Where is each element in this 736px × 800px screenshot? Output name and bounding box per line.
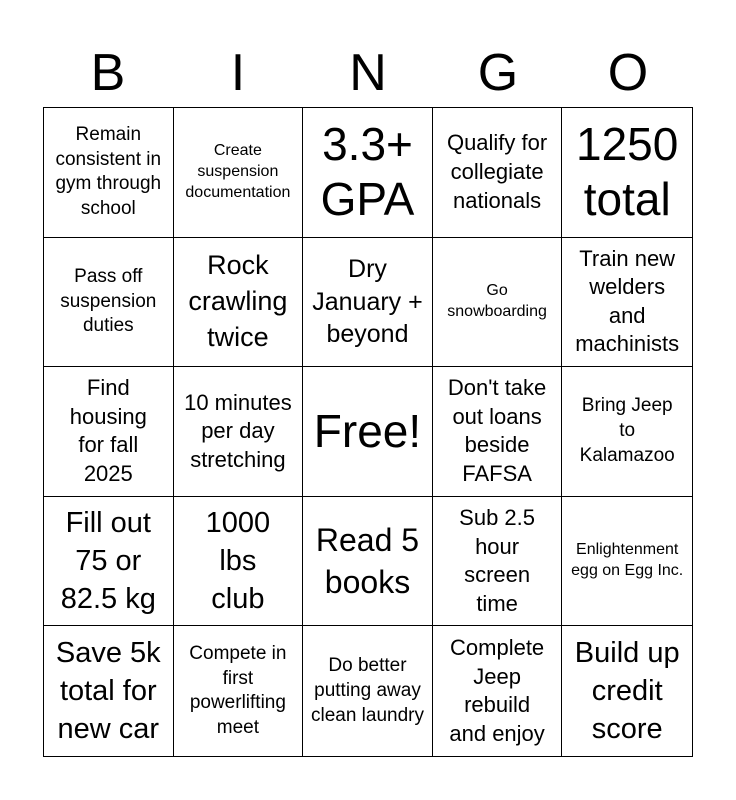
cell-text: Create suspension documentation <box>185 142 291 201</box>
bingo-cell-r5c1[interactable] <box>44 626 174 756</box>
bingo-header <box>43 38 693 108</box>
header-letter-i: I <box>230 44 246 102</box>
cell-text: Read 5 books <box>315 521 420 601</box>
cell-text: Complete Jeep rebuild and enjoy <box>449 635 545 746</box>
bingo-cell-r2c4[interactable] <box>433 238 563 368</box>
header-letter-g: G <box>477 44 519 102</box>
bingo-cell-r5c2[interactable] <box>174 626 304 756</box>
cell-text: Find housing for fall 2025 <box>69 375 147 487</box>
cell-text: Dry January + beyond <box>312 255 423 349</box>
bingo-cell-r4c2[interactable] <box>174 497 304 627</box>
bingo-cell-r1c3[interactable] <box>303 108 433 238</box>
bingo-cell-r4c5[interactable] <box>562 497 692 627</box>
cell-text: Bring Jeep to Kalamazoo <box>579 395 675 466</box>
cell-text: Qualify for collegiate nationals <box>446 130 548 213</box>
cell-text: Save 5k total for new car <box>55 636 161 746</box>
bingo-cell-r4c4[interactable] <box>433 497 563 627</box>
header-letter-n: N <box>349 44 387 102</box>
bingo-cell-r3c5[interactable] <box>562 367 692 497</box>
cell-text: Don't take out loans beside FAFSA <box>447 375 547 487</box>
bingo-cell-r4c1[interactable] <box>44 497 174 627</box>
bingo-cell-r1c5[interactable] <box>562 108 692 238</box>
bingo-cell-r5c5[interactable] <box>562 626 692 756</box>
cell-text: Sub 2.5 hour screen time <box>459 504 536 616</box>
bingo-cell-r3c2[interactable] <box>174 367 304 497</box>
cell-text: 10 minutes per day stretching <box>184 389 292 472</box>
cell-text: Train new welders and machinists <box>575 245 680 357</box>
bingo-cell-r3c3[interactable] <box>303 367 433 497</box>
bingo-cell-r2c3[interactable] <box>303 238 433 368</box>
cell-text: Do better putting away clean laundry <box>310 655 424 726</box>
bingo-cell-r3c1[interactable] <box>44 367 174 497</box>
bingo-cell-r3c4[interactable] <box>433 367 563 497</box>
header-letter-b: B <box>90 44 126 102</box>
cell-text: 1250 total <box>576 118 679 226</box>
cell-text: Go snowboarding <box>447 282 547 320</box>
cell-text: Rock crawling twice <box>188 250 288 352</box>
cell-text: Remain consistent in gym through school <box>55 123 162 219</box>
cell-text: Build up credit score <box>574 636 680 746</box>
bingo-cell-r4c3[interactable] <box>303 497 433 627</box>
bingo-cell-r2c1[interactable] <box>44 238 174 368</box>
bingo-cell-r5c3[interactable] <box>303 626 433 756</box>
cell-text: Fill out 75 or 82.5 kg <box>60 506 156 616</box>
cell-text: Free! <box>313 404 422 457</box>
bingo-cell-r1c2[interactable] <box>174 108 304 238</box>
bingo-cell-r1c4[interactable] <box>433 108 563 238</box>
bingo-cell-r2c5[interactable] <box>562 238 692 368</box>
cell-text: 1000 lbs club <box>205 506 271 616</box>
bingo-cell-r1c1[interactable] <box>44 108 174 238</box>
cell-text: Pass off suspension duties <box>60 265 157 337</box>
cell-text: 3.3+ GPA <box>320 118 415 226</box>
bingo-cell-r2c2[interactable] <box>174 238 304 368</box>
bingo-board <box>43 107 693 757</box>
cell-text: Enlightenment egg on Egg Inc. <box>571 541 684 580</box>
header-letter-o: O <box>607 44 649 102</box>
bingo-cell-r5c4[interactable] <box>433 626 563 756</box>
cell-text: Compete in first powerlifting meet <box>189 642 287 738</box>
